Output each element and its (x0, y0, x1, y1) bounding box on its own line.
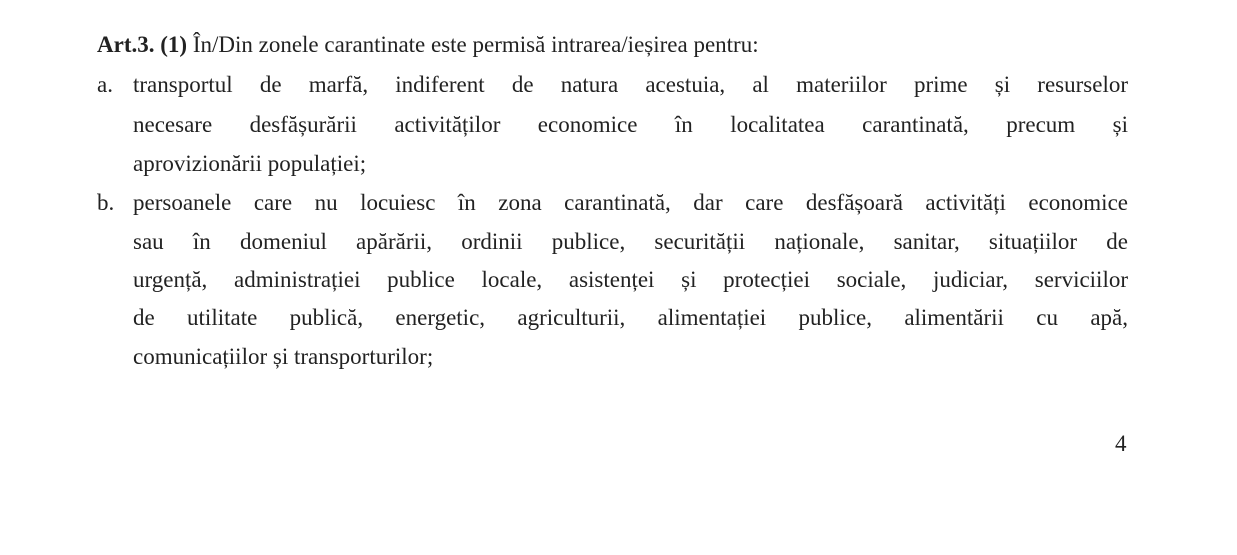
item-text-line: de utilitate publică, energetic, agriculturii, alimentației publice, alimentării cu apă, (133, 305, 1128, 330)
item-text-line: necesare desfășurării activităților economice în localitatea carantinată, precum și (133, 112, 1128, 137)
article-label: Art.3. (97, 32, 155, 57)
item-text-line: sau în domeniul apărării, ordinii publice, securității naționale, sanitar, situațiilor de (133, 229, 1128, 254)
item-text-line: aprovizionării populației; (133, 151, 367, 176)
item-text-line: transportul de marfă, indiferent de natura acestuia, al materiilor prime și resurselor (133, 72, 1128, 97)
item-text-line: urgență, administrației publice locale, asistenței și protecției sociale, judiciar, serviciilor (133, 267, 1128, 292)
article-intro: În/Din zonele carantinate este permisă intrarea/ieșirea pentru: (192, 32, 759, 57)
list-marker: a. (97, 72, 113, 97)
item-text-line: comunicațiilor și transporturilor; (133, 344, 434, 369)
page-number: 4 (1115, 431, 1127, 456)
article-heading (97, 31, 759, 59)
paragraph-number: (1) (160, 32, 188, 57)
list-marker: b. (97, 190, 115, 215)
item-text-line: persoanele care nu locuiesc în zona carantinată, dar care desfășoară activități economice (133, 190, 1128, 215)
